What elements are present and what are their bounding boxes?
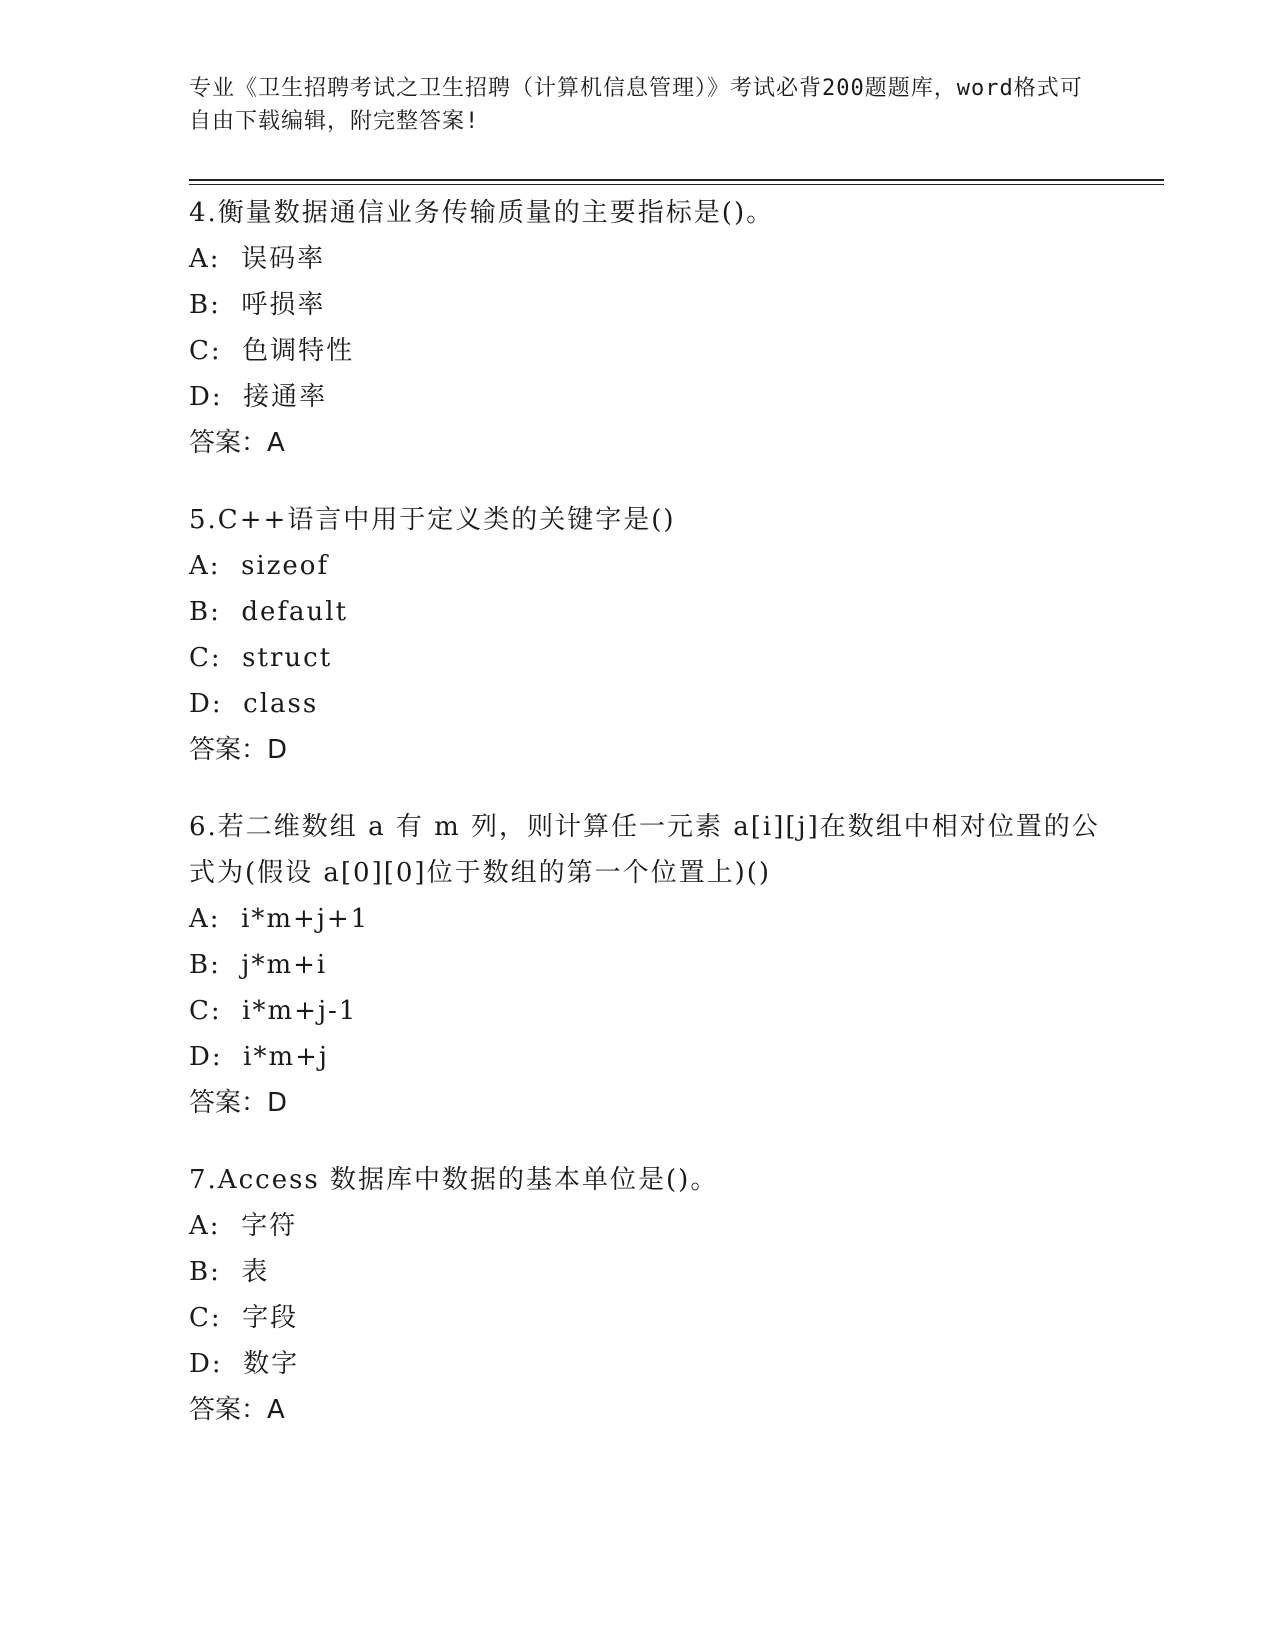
option-b: B: 呼损率 — [189, 290, 326, 320]
option-d: D: 接通率 — [189, 382, 328, 412]
option-b: B: default — [189, 597, 349, 627]
option-c: C: struct — [189, 643, 333, 673]
option-c: C: i*m+j-1 — [189, 996, 358, 1026]
question-7 — [189, 1157, 1109, 1433]
question-stem: 7.Access 数据库中数据的基本单位是()。 — [189, 1165, 719, 1195]
question-6 — [189, 804, 1109, 1126]
option-b: B: 表 — [189, 1257, 270, 1287]
option-a: A: 误码率 — [189, 244, 326, 274]
question-4 — [189, 190, 1109, 466]
question-stem: 4.衡量数据通信业务传输质量的主要指标是()。 — [189, 198, 775, 228]
question-stem: 6.若二维数组 a 有 m 列，则计算任一元素 a[i][j]在数组中相对位置的公式为(假设 a[0][0]位于数组的第一个位置上)() — [189, 812, 1100, 888]
answer-line: 答案：D — [189, 735, 288, 765]
option-d: D: class — [189, 689, 319, 719]
option-c: C: 色调特性 — [189, 336, 355, 366]
question-stem: 5.C++语言中用于定义类的关键字是() — [189, 505, 676, 535]
question-list — [189, 190, 1109, 1464]
header-divider-thin — [189, 184, 1164, 185]
question-5 — [189, 497, 1109, 773]
header-divider-thick — [189, 179, 1164, 181]
option-a: A: i*m+j+1 — [189, 904, 370, 934]
option-a: A: 字符 — [189, 1211, 298, 1241]
answer-line: 答案：A — [189, 1395, 285, 1425]
answer-line: 答案：D — [189, 1088, 288, 1118]
option-a: A: sizeof — [189, 551, 330, 581]
option-c: C: 字段 — [189, 1303, 299, 1333]
document-header: 专业《卫生招聘考试之卫生招聘（计算机信息管理）》考试必背200题题库，word格式可自由下载编辑，附完整答案! — [189, 76, 1083, 134]
option-d: D: i*m+j — [189, 1042, 329, 1072]
option-b: B: j*m+i — [189, 950, 328, 980]
answer-line: 答案：A — [189, 428, 285, 458]
option-d: D: 数字 — [189, 1349, 300, 1379]
